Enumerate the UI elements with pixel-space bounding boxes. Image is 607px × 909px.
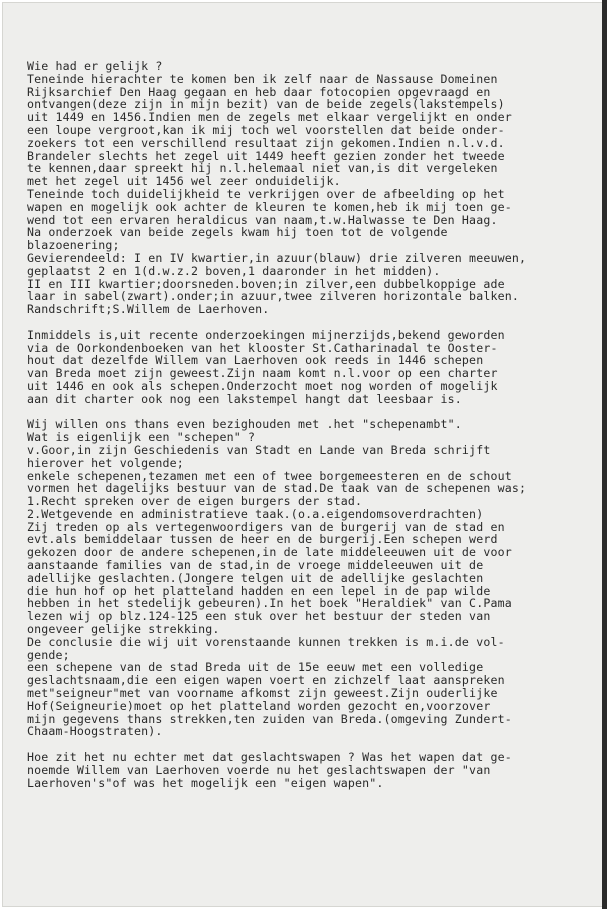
text-line: te kennen,daar spreekt hij n.l.helemaal niet van,is dit vergeleken [27, 161, 498, 176]
paragraph [27, 751, 587, 789]
text-line: hebben in het stedelijk gebeuren).In het boek "Heraldiek" van C.Pama [27, 596, 512, 611]
text-line: De conclusie die wij uit vorenstaande kunnen trekken is m.i.de vol- [27, 634, 505, 649]
text-line: 1.Recht spreken over de eigen burgers der stad. [27, 494, 363, 509]
text-line: Zij treden op als vertegenwoordigers van de burgerij van de stad en [27, 519, 505, 534]
text-line: met"seigneur"met van voorname afkomst zijn geweest.Zijn ouderlijke [27, 686, 498, 701]
text-line: Wij willen ons thans even bezighouden met .het "schepenambt". [27, 417, 462, 432]
text-line: blazoenering; [27, 238, 120, 253]
text-line: een schepene van de stad Breda uit de 15e eeuw met een volledige [27, 660, 484, 675]
paragraph [27, 60, 587, 316]
text-line: Rijksarchief Den Haag gegaan en heb daar fotocopien opgevraagd en [27, 84, 491, 99]
text-line: Teneinde hierachter te komen ben ik zelf naar de Nassause Domeinen [27, 71, 498, 86]
text-line: Wie had er gelijk ? [27, 59, 163, 73]
text-line: mijn gegevens thans strekken,ten zuiden van Breda.(omgeving Zundert- [27, 711, 512, 726]
text-line: gende; [27, 647, 70, 662]
text-line: 2.Wetgevende en administratieve taak.(o.a.eigendomsoverdrachten) [27, 506, 484, 521]
text-line: Randschrift;S.Willem de Laerhoven. [27, 302, 270, 317]
text-line: een loupe vergroot,kan ik mij toch wel voorstellen dat beide onder- [27, 122, 505, 137]
text-line: hierover het volgende; [27, 455, 184, 470]
text-line: wapen en mogelijk ook achter de kleuren te komen,heb ik mij toen ge- [27, 199, 512, 214]
text-line: gekozen door de andere schepenen,in de late middeleeuwen uit de voor [27, 545, 512, 560]
text-line: Na onderzoek van beide zegels kwam hij toen tot de volgende [27, 225, 448, 240]
text-line: Wat is eigenlijk een "schepen" ? [27, 430, 256, 445]
text-line: die hun hof op het platteland hadden en een lepel in de pap wilde [27, 583, 491, 598]
text-line: adellijke geslachten.(Jongere telgen uit de adellijke geslachten [27, 570, 484, 585]
text-line: Chaam-Hoogstraten). [27, 724, 163, 739]
paragraph [27, 329, 587, 406]
text-line: zoekers tot een verschillend resultaat zijn gekomen.Indien n.l.v.d. [27, 135, 505, 150]
text-line: uit 1446 en ook als schepen.Onderzocht moet nog worden of mogelijk [27, 378, 498, 393]
text-line: Teneinde toch duidelijkheid te verkrijgen over de afbeelding op het [27, 186, 505, 201]
text-line: aan dit charter ook nog een lakstempel hangt dat leesbaar is. [27, 391, 462, 406]
text-line: van Breda moet zijn geweest.Zijn naam komt n.l.voor op een charter [27, 366, 498, 381]
text-line: laar in sabel(zwart).onder;in azuur,twee zilveren horizontale balken. [27, 289, 519, 304]
text-line: geslachtsnaam,die een eigen wapen voert en zichzelf laat aanspreken [27, 673, 505, 688]
text-line: Hof(Seigneurie)moet op het platteland worden gezocht en,voorzover [27, 698, 491, 713]
text-line: wend tot een ervaren heraldicus van naam,t.w.Halwasse te Den Haag. [27, 212, 498, 227]
paragraph [27, 418, 587, 738]
text-line: Laerhoven's"of was het mogelijk een "eigen wapen". [27, 775, 384, 790]
text-line: hout dat dezelfde Willem van Laerhoven ook reeds in 1446 schepen [27, 353, 484, 368]
text-line: II en III kwartier;doorsneden.boven;in zilver,een dubbelkoppige ade [27, 276, 505, 291]
text-line: Brandeler slechts het zegel uit 1449 heeft gezien zonder het tweede [27, 148, 505, 163]
text-line: ontvangen(deze zijn in mijn bezit) van de beide zegels(lakstempels) [27, 97, 505, 112]
typewritten-page [2, 2, 603, 907]
text-line: lezen wij op blz.124-125 een stuk over het bestuur der steden van [27, 609, 491, 624]
text-line: noemde Willem van Laerhoven voerde nu het geslachtswapen der "van [27, 762, 491, 777]
text-line: vormen het dagelijks bestuur van de stad.De taak van de schepenen was; [27, 481, 527, 496]
page-text [27, 60, 587, 789]
text-line: aanstaande families van de stad,in de vroege middeleeuwen uit de [27, 558, 484, 573]
text-line: ongeveer gelijke strekking. [27, 622, 220, 637]
text-line: geplaatst 2 en 1(d.w.z.2 boven,1 daaronder in het midden). [27, 263, 441, 278]
text-line: via de Oorkondenboeken van het klooster St.Catharinadal te Ooster- [27, 340, 498, 355]
text-line: Hoe zit het nu echter met dat geslachtswapen ? Was het wapen dat ge- [27, 750, 512, 765]
text-line: v.Goor,in zijn Geschiedenis van Stadt en Lande van Breda schrijft [27, 442, 491, 457]
text-line: Gevierendeeld: I en IV kwartier,in azuur(blauw) drie zilveren meeuwen, [27, 250, 527, 265]
scan-edge [602, 0, 607, 909]
text-line: uit 1449 en 1456.Indien men de zegels met elkaar vergelijkt en onder [27, 110, 512, 125]
text-line: enkele schepenen,tezamen met een of twee borgemeesteren en de schout [27, 468, 512, 483]
text-line: met het zegel uit 1456 wel zeer onduidelijk. [27, 174, 341, 189]
text-line: Inmiddels is,uit recente onderzoekingen mijnerzijds,bekend geworden [27, 327, 505, 342]
text-line: evt.als bemiddelaar tussen de heer en de burgerij.Een schepen werd [27, 532, 498, 547]
